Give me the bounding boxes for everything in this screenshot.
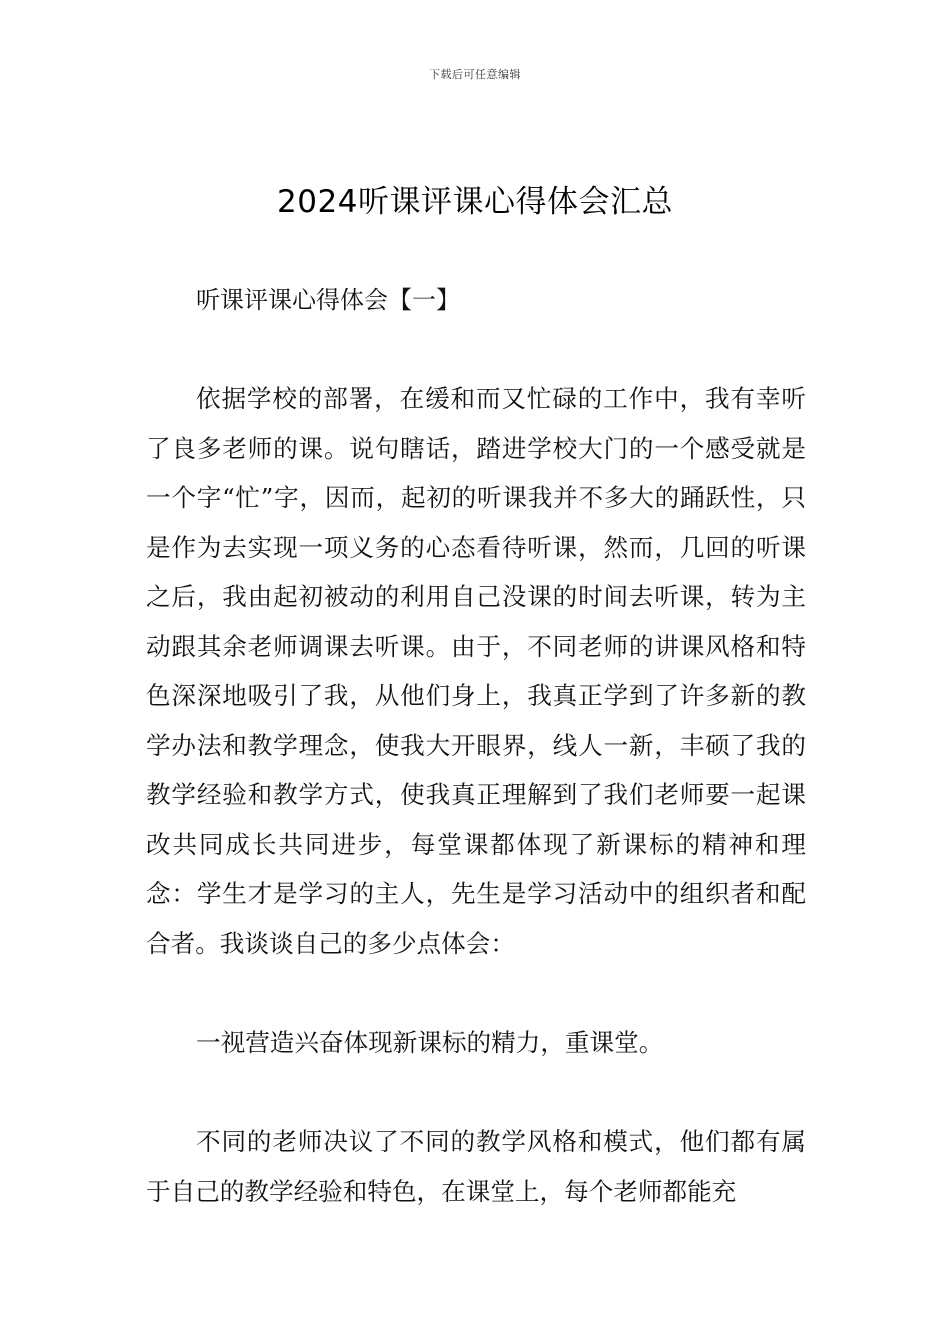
header-note: 下载后可任意编辑 xyxy=(429,68,521,81)
section-heading: 听课评课心得体会【一】 xyxy=(196,286,460,314)
body-paragraph-1: 依据学校的部署，在缓和而又忙碌的工作中，我有幸听了良多老师的课。说句瞎话，踏进学校大门的一个感受就是一个字“忙”字，因而，起初的听课我并不多大的踊跃性，只是作为去实现一项义务的心态看待听课，然而，几回的听课之后，我由起初被动的利用自己没课的时间去听课，转为主动跟其余老师调课去听课。由于，不同老师的讲课风格和特色深深地吸引了我，从他们身上，我真正学到了许多新的教学办法和教学理念，使我大开眼界，线人一新，丰硕了我的教学经验和教学方式，使我真正理解到了我们老师要一起课改共同成长共同进步，每堂课都体现了新课标的精神和理念：学生才是学习的主人，先生是学习活动中的组织者和配合者。我谈谈自己的多少点体会： xyxy=(146,384,806,958)
document-title: 2024听课评课心得体会汇总 xyxy=(277,184,673,220)
body-paragraph-2: 一视营造兴奋体现新课标的精力，重课堂。 xyxy=(196,1028,664,1057)
body-paragraph-3: 不同的老师决议了不同的教学风格和模式，他们都有属于自己的教学经验和特色，在课堂上，每个老师都能充 xyxy=(146,1127,806,1206)
